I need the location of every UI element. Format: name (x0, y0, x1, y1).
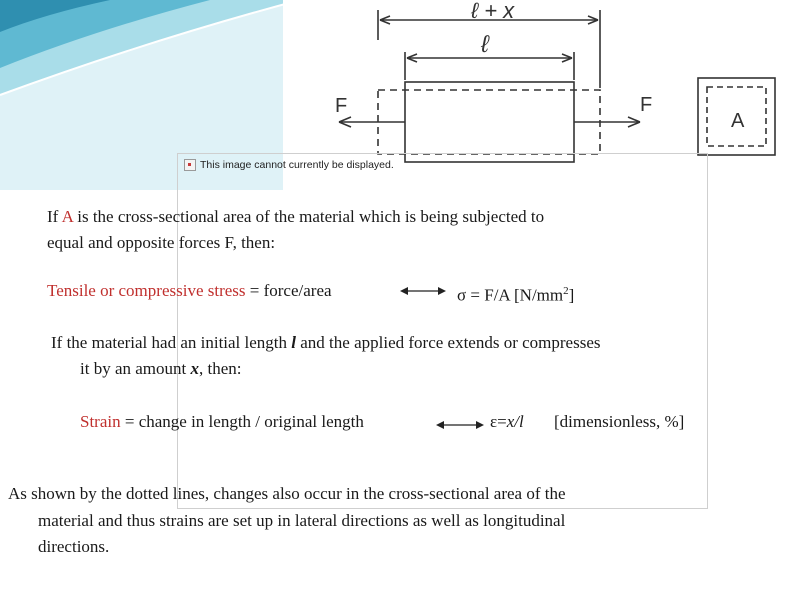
stress-formula-main: σ = F/A [N/mm (457, 285, 564, 305)
strain-intro-2b: , then: (198, 359, 242, 378)
label-area: A (731, 110, 745, 132)
strain-intro-2a: it by an amount (80, 359, 191, 378)
intro-line-1 (47, 207, 544, 227)
intro-A: A (61, 207, 73, 226)
broken-image-icon (184, 159, 196, 171)
strain-intro-1a: If the material had an initial length (51, 333, 292, 352)
label-l: ℓ (481, 31, 489, 58)
intro-rest: is the cross-sectional area of the material which is being subjected to (72, 207, 545, 226)
strain-definition (80, 412, 364, 432)
strain-intro-x: x (190, 359, 199, 378)
strain-label: Strain (80, 412, 121, 431)
intro-line-2: equal and opposite forces F, then: (47, 233, 276, 252)
strain-intro-l: l (291, 333, 297, 352)
strain-units: [dimensionless, %] (554, 412, 685, 431)
stress-formula (457, 281, 574, 306)
stress-equivalence-arrow (398, 284, 448, 298)
strain-def: = change in length / original length (120, 412, 364, 431)
strain-intro-line-1 (51, 333, 601, 353)
strain-intro-1b: and the applied force extends or compresses (296, 333, 601, 352)
strain-equivalence-arrow (434, 418, 486, 432)
label-l-plus-x: ℓ + x (471, 0, 515, 23)
stress-definition (47, 281, 332, 301)
image-placeholder-message (184, 159, 394, 171)
lateral-line-1: As shown by the dotted lines, changes also occur in the cross-sectional area of the (8, 484, 566, 503)
strain-intro-line-2 (80, 359, 241, 379)
intro-if: If (47, 207, 62, 226)
stress-formula-end: ] (568, 285, 575, 305)
lateral-line-2: material and thus strains are set up in lateral directions as well as longitudinal (38, 511, 566, 530)
label-force-right: F (640, 94, 653, 116)
strain-formula-xl: x/l (506, 412, 524, 431)
label-force-left: F (335, 95, 348, 117)
stress-def: = force/area (245, 281, 332, 300)
stress-formula-sup: 2 (563, 285, 569, 297)
stress-label: Tensile or compressive stress (47, 281, 246, 300)
strain-formula (490, 412, 524, 432)
strain-formula-eps: ε= (490, 412, 507, 431)
lateral-line-3: directions. (38, 537, 110, 556)
placeholder-text: This image cannot currently be displayed. (200, 159, 394, 171)
